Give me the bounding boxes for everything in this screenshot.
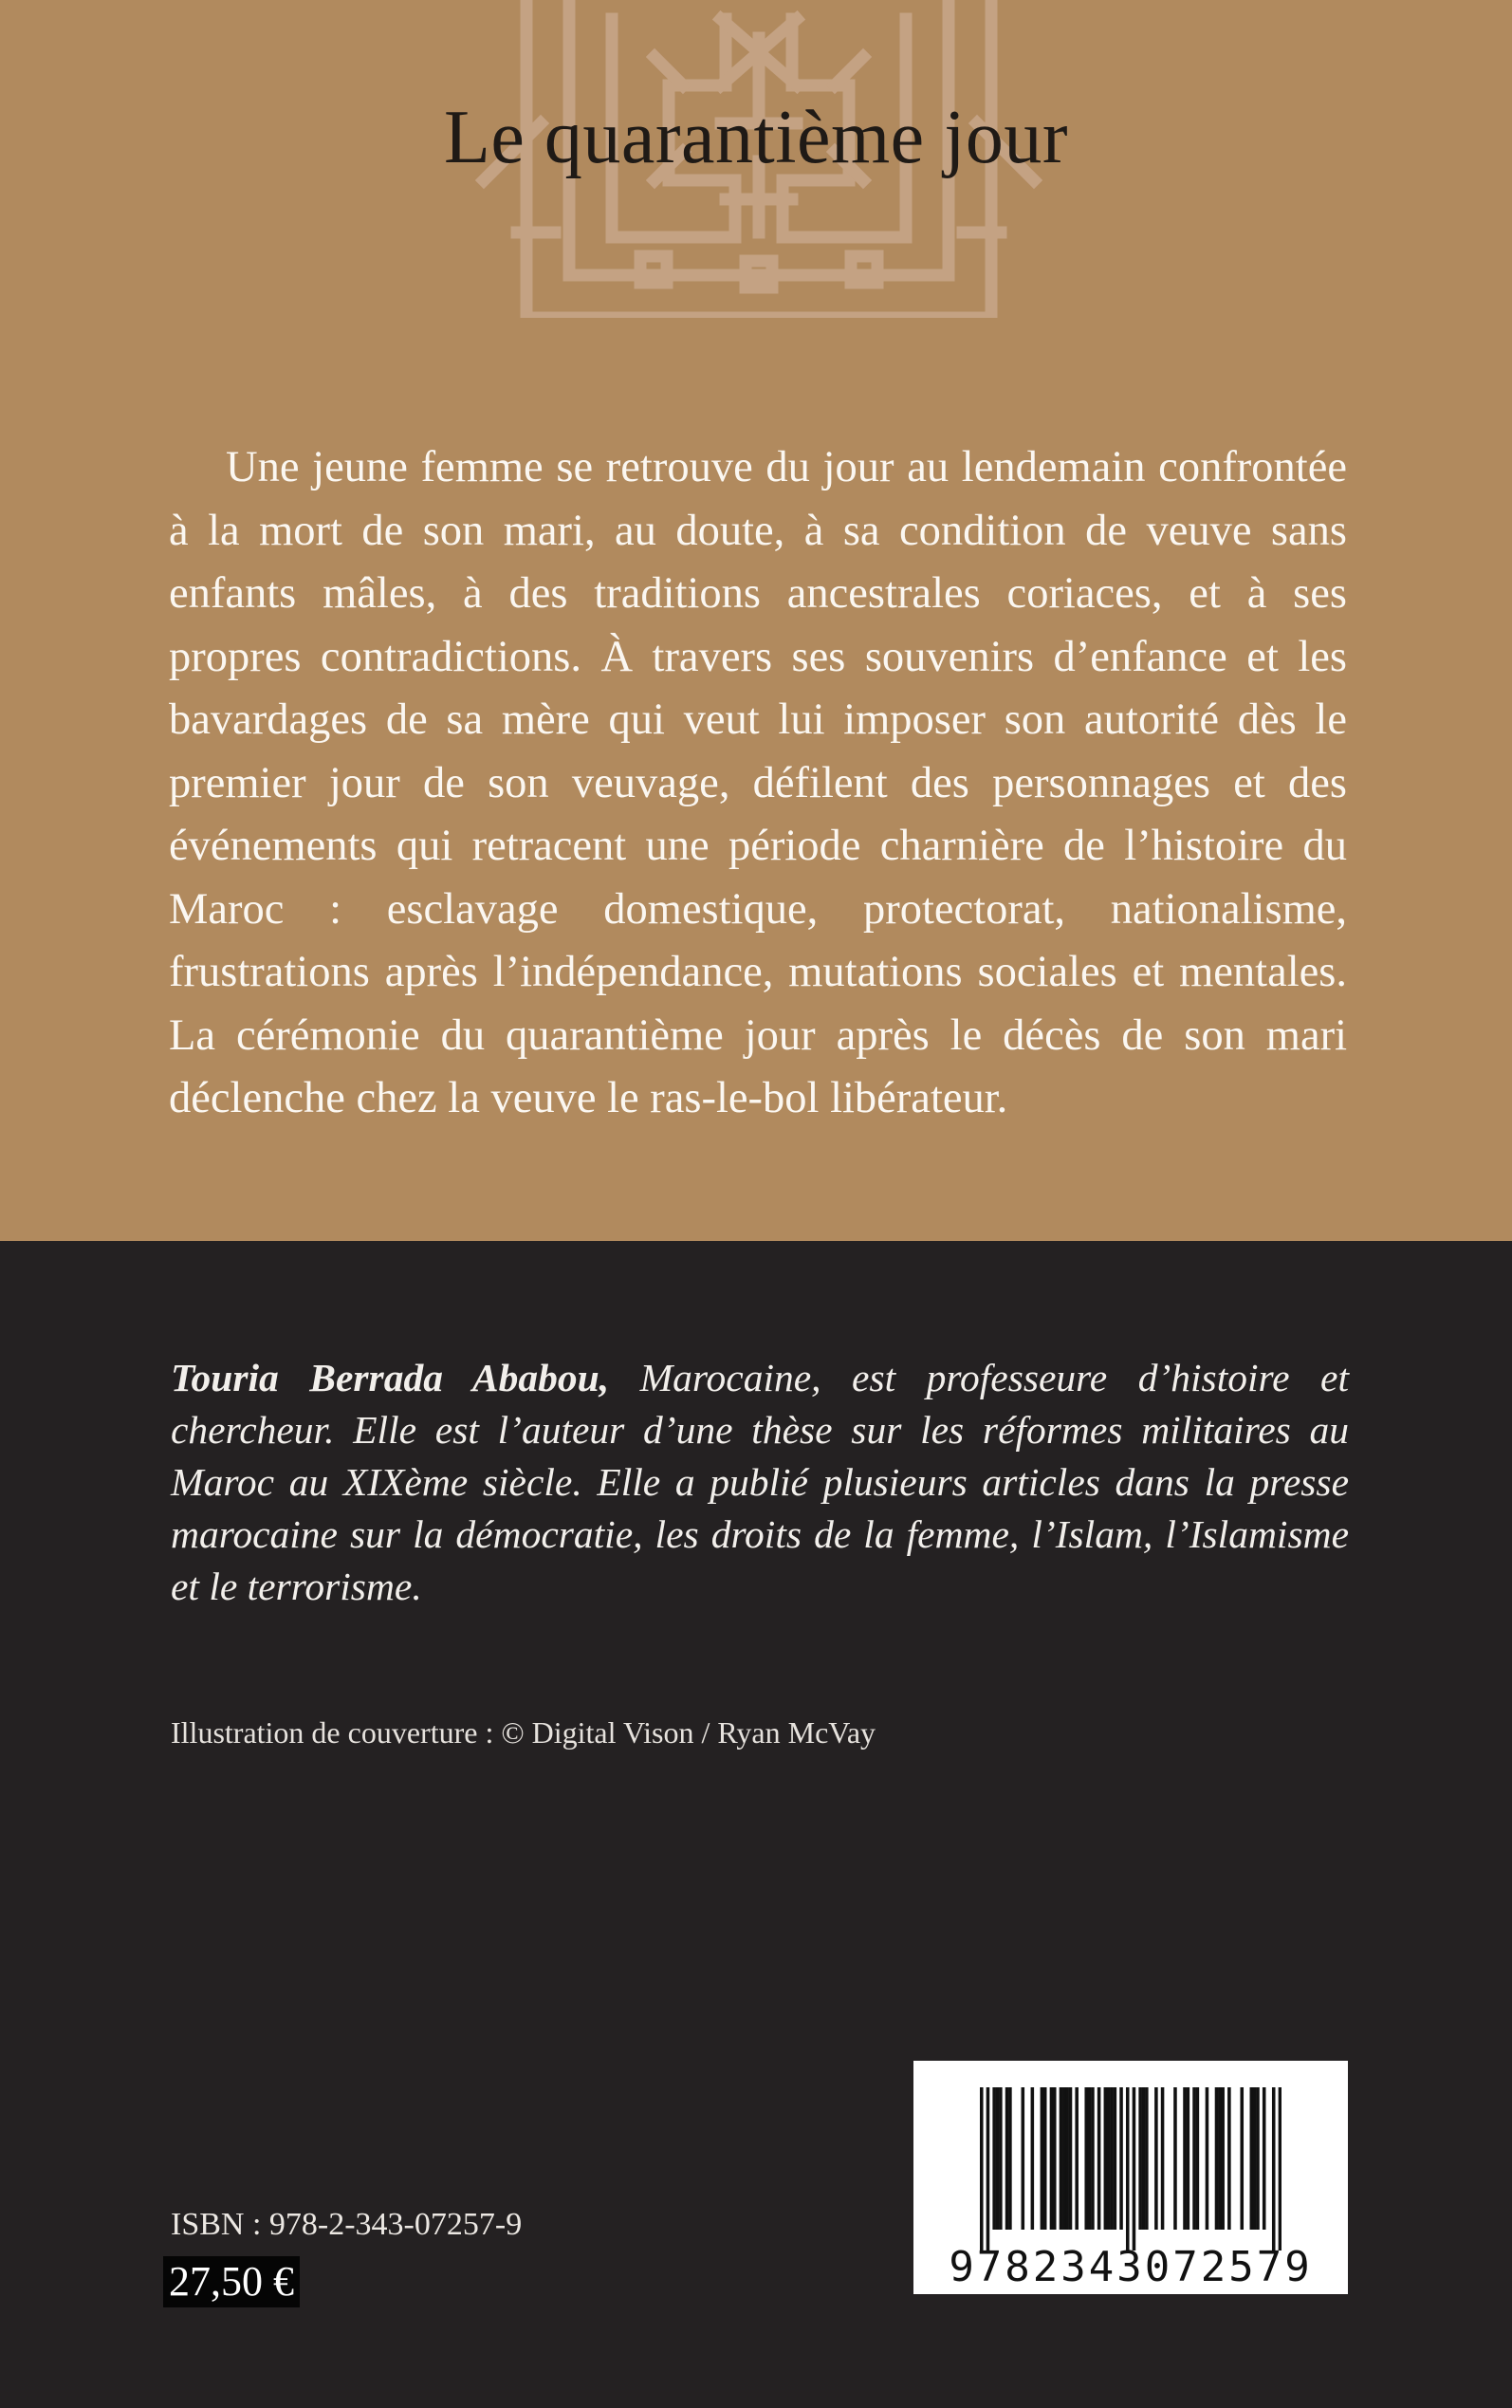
barcode-bar (1088, 2087, 1092, 2230)
barcode-number: 9782343072579 (949, 2243, 1313, 2291)
barcode-bar (1161, 2087, 1165, 2230)
barcode-bar (1206, 2087, 1209, 2230)
author-biography (171, 1352, 1349, 1613)
barcode-bar (1218, 2087, 1222, 2230)
barcode-bar (1075, 2087, 1079, 2230)
barcode-bar (1065, 2087, 1069, 2230)
barcode-bar (1240, 2087, 1244, 2230)
barcode-bar (1145, 2087, 1149, 2230)
barcode-bar (980, 2087, 984, 2251)
barcode-bar (1221, 2087, 1225, 2230)
barcode-bar (1097, 2087, 1101, 2230)
isbn-label: ISBN : 978-2-343-07257-9 (171, 2207, 523, 2242)
book-title: Le quarantième jour (443, 96, 1069, 179)
barcode-bar (1031, 2087, 1035, 2230)
barcode-bar (1114, 2087, 1117, 2230)
barcode-bar (1091, 2087, 1095, 2230)
barcode-bar (1253, 2087, 1257, 2230)
barcode-bar (1041, 2087, 1044, 2230)
barcode-bar (999, 2087, 1003, 2230)
barcode-bar (1043, 2087, 1047, 2230)
barcode-bar (1107, 2087, 1111, 2230)
barcode-bar (1173, 2087, 1177, 2230)
barcode-bar (1142, 2087, 1146, 2230)
barcode-bar (1227, 2087, 1231, 2230)
barcode-bar (992, 2087, 996, 2230)
barcode-bar (1060, 2087, 1063, 2230)
barcode-bar (1110, 2087, 1114, 2230)
barcode-bar (1183, 2087, 1187, 2230)
barcode-bar (1104, 2087, 1108, 2230)
barcode-bar (986, 2087, 990, 2251)
barcode-bar (1250, 2087, 1254, 2230)
barcode-bar (1133, 2087, 1136, 2251)
barcode-bar (1022, 2087, 1025, 2230)
barcode-bar (1008, 2087, 1012, 2230)
barcode-bar (1256, 2087, 1260, 2230)
barcode-bar (1119, 2087, 1123, 2230)
barcode-bar (1187, 2087, 1190, 2230)
barcode-bar (1126, 2087, 1130, 2251)
barcode-bar (1084, 2087, 1088, 2230)
illustration-credit: Illustration de couverture : © Digital Vison / Ryan McVay (171, 1715, 876, 1750)
barcode-bar (1263, 2087, 1266, 2230)
barcode-bar (1192, 2087, 1196, 2230)
barcode-bar (1053, 2087, 1057, 2230)
barcode-bar (1005, 2087, 1009, 2230)
barcode-bar (1050, 2087, 1054, 2230)
barcode-bar (1196, 2087, 1200, 2230)
barcode-bar (996, 2087, 1000, 2230)
ean13-barcode-icon (980, 2087, 1282, 2251)
barcode-bar (1069, 2087, 1073, 2230)
price-tag: 27,50 € (163, 2256, 300, 2307)
barcode-bar (1279, 2087, 1282, 2251)
barcode-bar (1154, 2087, 1158, 2230)
author-bio-text: Marocaine, est professeure d’histoire et chercheur. Elle est l’auteur d’une thèse sur les réformes militaires au Maroc au XIXème siècle. Elle a publié plusieurs articles dans la presse marocaine sur la démocratie, les droits de la femme, l’Islam, l’Islamisme et le terrorisme. (171, 1356, 1350, 1608)
barcode-bar (1138, 2087, 1142, 2230)
barcode-bar (1215, 2087, 1219, 2230)
barcode-panel (913, 2061, 1348, 2294)
barcode-bar (1062, 2087, 1066, 2230)
barcode-bar (1272, 2087, 1276, 2251)
author-name: Touria Berrada Ababou, (171, 1356, 610, 1399)
book-summary: Une jeune femme se retrouve du jour au lendemain confrontée à la mort de son mari, au doute, à sa condition de veuve sans enfants mâles, à des traditions ancestrales coriaces, et à ses propres contradictions. À travers ses souvenirs d’enfance et les bavardages de sa mère qui veut lui imposer son autorité dès le premier jour de son veuvage, défilent des personnages et des événements qui retracent une période charnière de l’histoire du Maroc : esclavage domestique, protectorat, nationalisme, frustrations après l’indépendance, mutations sociales et mentales. La cérémonie du quarantième jour après le décès de son mari déclenche chez la veuve le ras-le-bol libérateur. (169, 443, 1347, 1122)
